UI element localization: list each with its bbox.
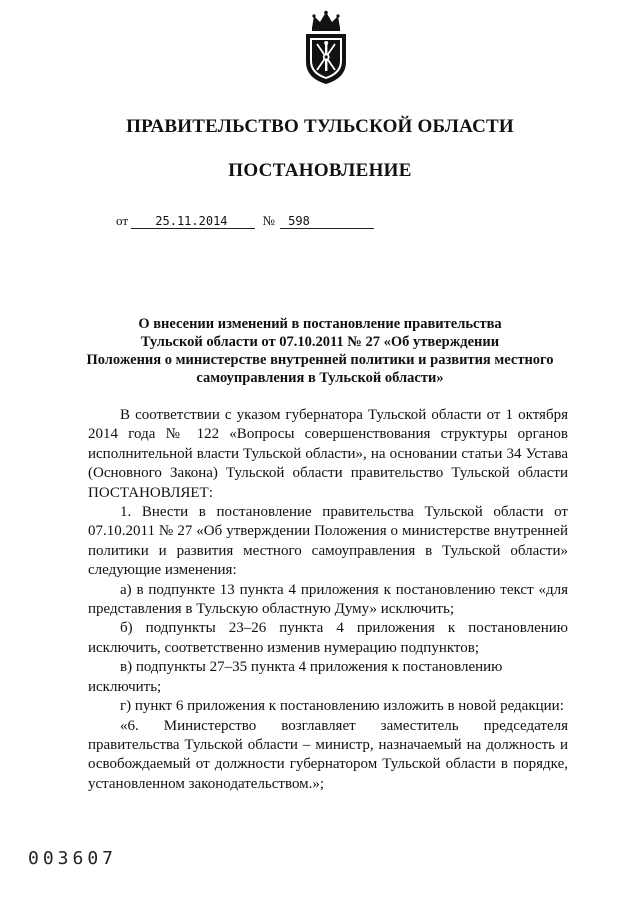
body-paragraph: г) пункт 6 приложения к постановлению изложить в новой редакции: bbox=[120, 698, 564, 715]
date-label: от bbox=[116, 213, 129, 228]
date-number-line bbox=[116, 213, 374, 229]
body-paragraph: В соответствии с указом губернатора Тульской области от 1 октября 2014 года № 122 «Вопросы совершенствования структуры органов исполнительной власти Тульской области», на основании статьи 34 Устава (Основного Закона) Тульской области правительство Тульской области ПОСТАНОВЛЯЕТ: bbox=[88, 407, 568, 501]
date-value: 25.11.2014 bbox=[131, 214, 255, 229]
title-line: О внесении изменений в постановление правительства bbox=[138, 316, 502, 332]
body-paragraph: «6. Министерство возглавляет заместитель председателя правительства Тульской области – министр, назначаемый на должность и освобождаемый от должности губернатором Тульской области в порядке, установленном законодательством.»; bbox=[88, 717, 568, 792]
body-paragraph: 1. Внести в постановление правительства Тульской области от 07.10.2011 № 27 «Об утверждении Положения о министерстве внутренней политики и развития местного самоуправления в Тульской области» следующие изменения: bbox=[88, 504, 568, 579]
page-stamp: 003607 bbox=[28, 848, 118, 869]
document-title bbox=[60, 315, 580, 387]
organization-heading: ПРАВИТЕЛЬСТВО ТУЛЬСКОЙ ОБЛАСТИ bbox=[126, 116, 514, 137]
body-paragraph: б) подпункты 23–26 пункта 4 приложения к постановлению исключить, соответственно изменив нумерацию подпунктов; bbox=[88, 620, 568, 656]
body-paragraph: в) подпункты 27–35 пункта 4 приложения к постановлению исключить; bbox=[88, 659, 503, 695]
title-line: Положения о министерстве внутренней политики и развития местного bbox=[86, 352, 554, 368]
number-label: № bbox=[262, 213, 275, 228]
coat-of-arms-icon bbox=[300, 10, 352, 86]
body-paragraph: а) в подпункте 13 пункта 4 приложения к постановлению текст «для представления в Тульскую областную Думу» исключить; bbox=[88, 581, 568, 618]
title-line: самоуправления в Тульской области» bbox=[196, 370, 444, 386]
title-line: Тульской области от 07.10.2011 № 27 «Об утверждении bbox=[140, 334, 500, 350]
document-type-heading: ПОСТАНОВЛЕНИЕ bbox=[228, 160, 412, 181]
number-value: 598 bbox=[280, 214, 374, 229]
document-body bbox=[88, 406, 568, 794]
